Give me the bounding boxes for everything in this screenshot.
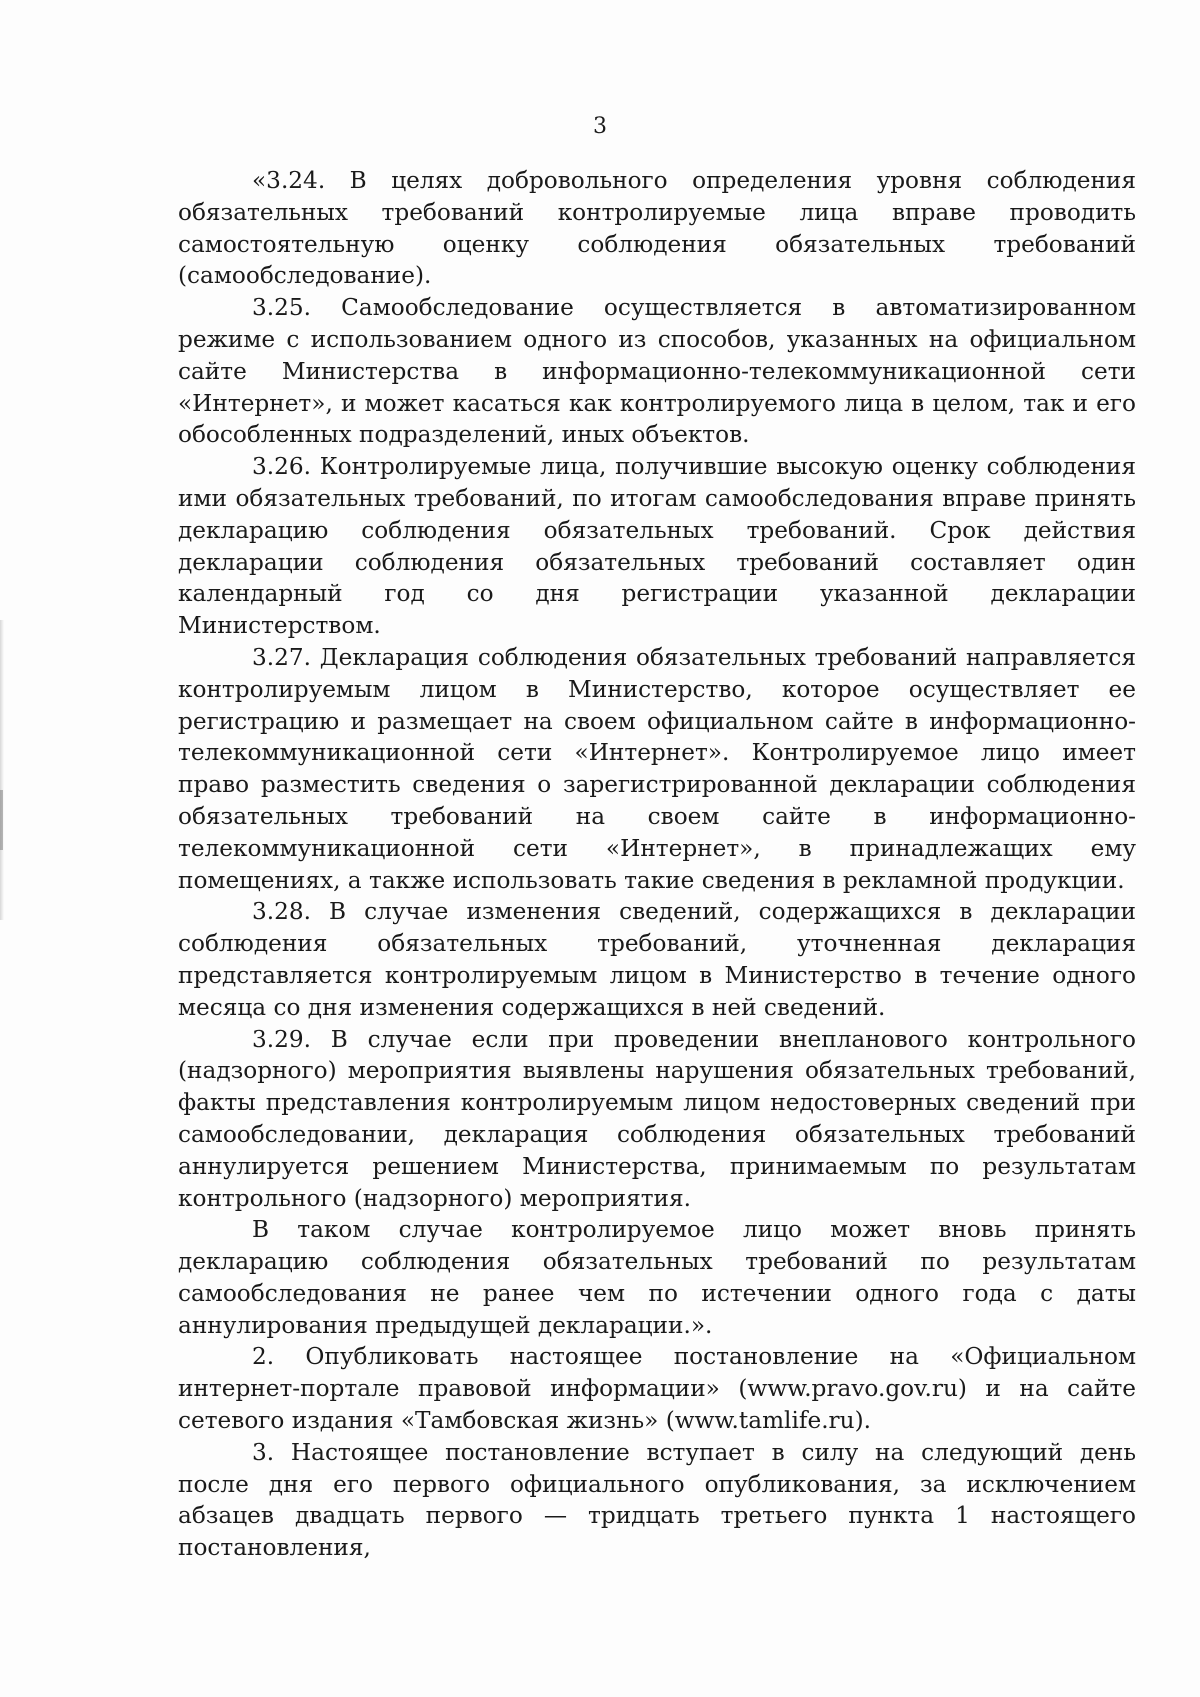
document-body: [178, 165, 1136, 1564]
paragraph-3-27: 3.27. Декларация соблюдения обязательных требований направляется контролируемым лицом в Министерство, которое осуществляет ее регистрацию и размещает на своем официальном сайте в информационно-телекоммуникационной сети «Интернет». Контролируемое лицо имеет право разместить сведения о зарегистрированной декларации соблюдения обязательных требований на своем сайте в информационно-телекоммуникационной сети «Интернет», в принадлежащих ему помещениях, а также использовать такие сведения в рекламной продукции.: [178, 643, 1136, 894]
paragraph-3-25: 3.25. Самообследование осуществляется в автоматизированном режиме с использованием одного из способов, указанных на официальном сайте Министерства в информационно-телекоммуникационной сети «Интернет», и может касаться как контролируемого лица в целом, так и его обособленных подразделений, иных объектов.: [178, 294, 1136, 449]
paragraph-3-24: «3.24. В целях добровольного определения уровня соблюдения обязательных требований контролируемые лица вправе проводить самостоятельную оценку соблюдения обязательных требований (самообследование).: [178, 167, 1136, 290]
paragraph-3-29: 3.29. В случае если при проведении внепланового контрольного (надзорного) мероприятия выявлены нарушения обязательных требований, факты представления контролируемым лицом недостоверных сведений при самообследовании, декларация соблюдения обязательных требований аннулируется решением Министерства, принимаемым по результатам контрольного (надзорного) мероприятия.: [178, 1025, 1136, 1212]
paragraph-3-effective: 3. Настоящее постановление вступает в силу на следующий день после дня его первого официального опубликования, за исключением абзацев двадцать первого — тридцать третьего пункта 1 настоящего постановления,: [178, 1438, 1136, 1562]
paragraph-declaration-renewal: В таком случае контролируемое лицо может вновь принять декларацию соблюдения обязательных требований по результатам самообследования не ранее чем по истечении одного года с даты аннулирования предыдущей декларации.».: [178, 1216, 1136, 1339]
scan-edge-shadow: [0, 620, 4, 920]
scan-edge-mark: [0, 790, 3, 850]
paragraph-3-28: 3.28. В случае изменения сведений, содержащихся в декларации соблюдения обязательных требований, уточненная декларация представляется контролируемым лицом в Министерство в течение одного месяца со дня изменения содержащихся в ней сведений.: [178, 898, 1136, 1021]
paragraph-2-publish: 2. Опубликовать настоящее постановление на «Официальном интернет-портале правовой информации» (www.pravo.gov.ru) и на сайте сетевого издания «Тамбовская жизнь» (www.tamlife.ru).: [178, 1343, 1136, 1435]
page-number: 3: [593, 114, 607, 139]
paragraph-3-26: 3.26. Контролируемые лица, получившие высокую оценку соблюдения ими обязательных требований, по итогам самообследования вправе принять декларацию соблюдения обязательных требований. Срок действия декларации соблюдения обязательных требований составляет один календарный год со дня регистрации указанной декларации Министерством.: [178, 453, 1136, 640]
